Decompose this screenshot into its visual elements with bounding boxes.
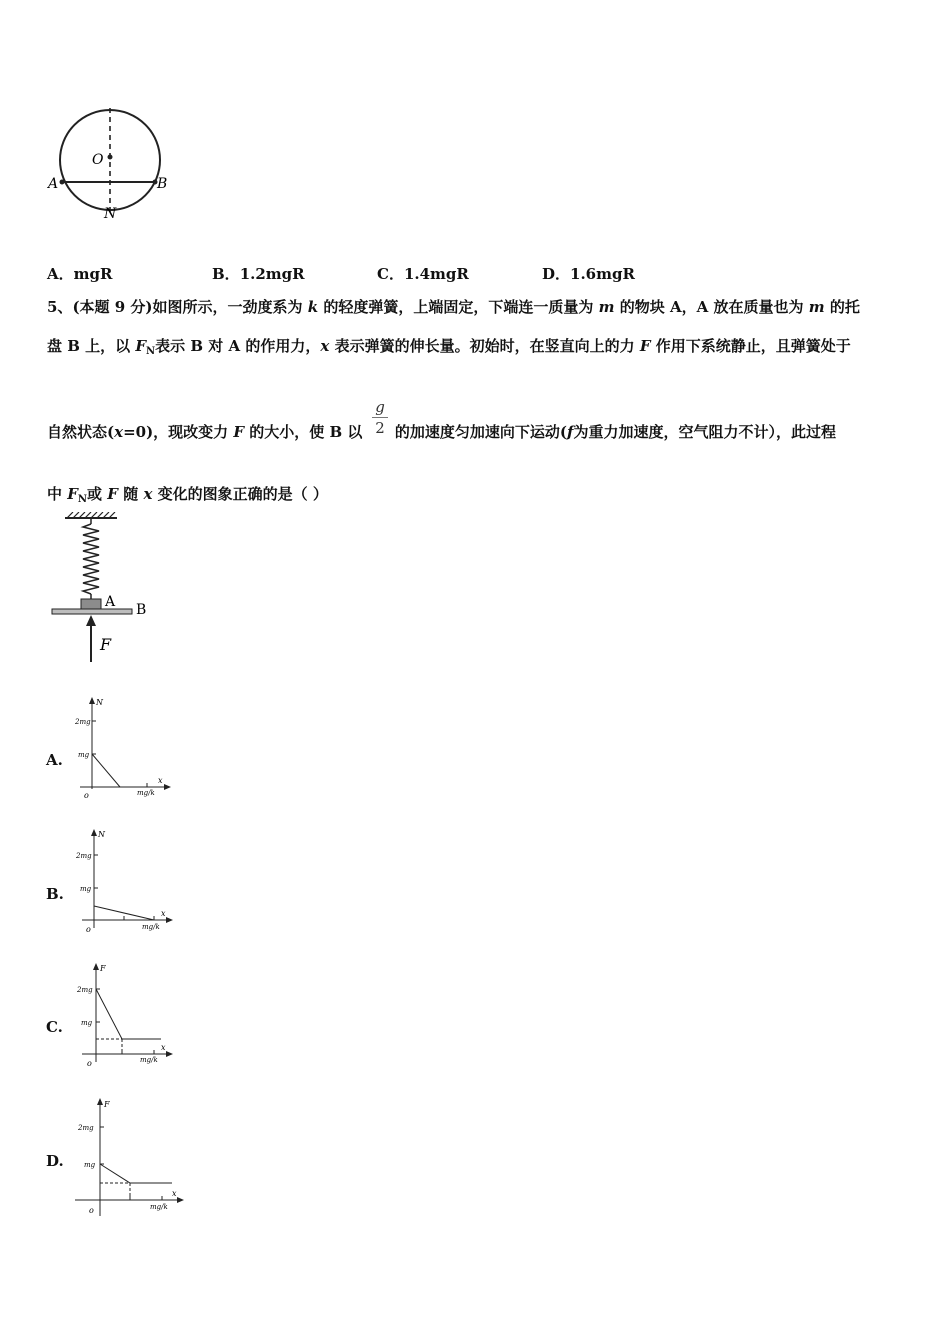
label-tray-b: B bbox=[136, 602, 147, 618]
graph-d bbox=[72, 1094, 190, 1218]
svg-text:mg/k: mg/k bbox=[137, 789, 155, 797]
y-arrow-icon bbox=[93, 963, 99, 970]
graph-line bbox=[96, 989, 161, 1039]
option-d[interactable]: D．1.6mgR bbox=[542, 265, 635, 283]
svg-text:2mg: 2mg bbox=[78, 1124, 94, 1132]
choice-a-label[interactable]: A. bbox=[46, 751, 63, 769]
label-a: A bbox=[48, 176, 59, 192]
graph-line bbox=[100, 1164, 172, 1183]
x-arrow-icon bbox=[164, 784, 171, 790]
svg-text:2mg: 2mg bbox=[75, 718, 91, 726]
label-o: O bbox=[92, 152, 104, 168]
svg-text:N: N bbox=[96, 698, 103, 707]
choice-b-label[interactable]: B. bbox=[46, 885, 64, 903]
center-point bbox=[108, 155, 113, 160]
svg-text:x: x bbox=[158, 776, 163, 785]
question-line-3: 自然状态(x=0)，现改变力 F 的大小，使 B 以 的加速度匀加速向下运动(f为重力加速度，空气阻力不计），此过程 bbox=[47, 423, 836, 441]
label-n: N bbox=[104, 206, 117, 222]
svg-text:o: o bbox=[87, 1059, 92, 1068]
graph-c bbox=[74, 960, 179, 1070]
question-line-2: 盘 B 上，以 $F_N$表示 B 对 A 的作用力，x 表示弹簧的伸长量。初始时，在竖直向上的力 F 作用下系统静止，且弹簧处于 bbox=[47, 337, 851, 357]
circle-outline bbox=[60, 110, 160, 210]
option-c[interactable]: C．1.4mgR bbox=[377, 265, 469, 283]
x-arrow-icon bbox=[166, 917, 173, 923]
choice-c-label[interactable]: C. bbox=[46, 1018, 63, 1036]
svg-text:o: o bbox=[86, 925, 91, 934]
label-b: B bbox=[157, 176, 168, 192]
x-arrow-icon bbox=[166, 1051, 173, 1057]
svg-text:F: F bbox=[100, 964, 106, 973]
svg-text:mg/k: mg/k bbox=[142, 923, 160, 931]
y-arrow-icon bbox=[89, 697, 95, 704]
svg-text:mg/k: mg/k bbox=[150, 1203, 168, 1211]
svg-text:mg/k: mg/k bbox=[140, 1056, 158, 1064]
svg-text:2mg: 2mg bbox=[77, 986, 93, 994]
x-arrow-icon bbox=[177, 1197, 184, 1203]
fraction-g-over-2: g 2 bbox=[372, 398, 388, 437]
question-line-1: 5、(本题 9 分)如图所示，一劲度系为 k 的轻度弹簧，上端固定，下端连一质量为 m 的物块 A，A 放在质量也为 m 的托 bbox=[47, 298, 860, 316]
svg-text:o: o bbox=[89, 1206, 94, 1215]
graph-line bbox=[92, 754, 120, 787]
y-arrow-icon bbox=[91, 829, 97, 836]
option-b[interactable]: B．1.2mgR bbox=[212, 265, 305, 283]
question-line-4: 中 $F_N$或 F 随 x 变化的图象正确的是（ ） bbox=[47, 485, 328, 505]
svg-text:mg: mg bbox=[80, 885, 92, 893]
block-a bbox=[81, 599, 101, 609]
label-force: F bbox=[100, 635, 112, 654]
arrow-head-icon bbox=[86, 615, 96, 626]
svg-text:F: F bbox=[104, 1100, 110, 1109]
svg-text:mg: mg bbox=[84, 1161, 96, 1169]
tray-b bbox=[52, 609, 132, 614]
svg-text:mg: mg bbox=[78, 751, 90, 759]
graph-b bbox=[74, 826, 179, 938]
label-block-a: A bbox=[105, 594, 116, 610]
svg-text:2mg: 2mg bbox=[76, 852, 92, 860]
svg-text:N: N bbox=[98, 830, 105, 839]
graph-a bbox=[72, 694, 177, 802]
spring-figure bbox=[45, 512, 165, 672]
y-arrow-icon bbox=[97, 1098, 103, 1105]
choice-d-label[interactable]: D. bbox=[46, 1152, 64, 1170]
svg-text:mg: mg bbox=[81, 1019, 93, 1027]
circle-figure bbox=[40, 100, 190, 230]
point-a bbox=[60, 180, 65, 185]
svg-text:x: x bbox=[161, 909, 166, 918]
svg-text:x: x bbox=[172, 1189, 177, 1198]
svg-text:o: o bbox=[84, 791, 89, 800]
option-a[interactable]: A．mgR bbox=[47, 265, 113, 283]
spring-coil bbox=[83, 524, 99, 594]
svg-text:x: x bbox=[161, 1043, 166, 1052]
